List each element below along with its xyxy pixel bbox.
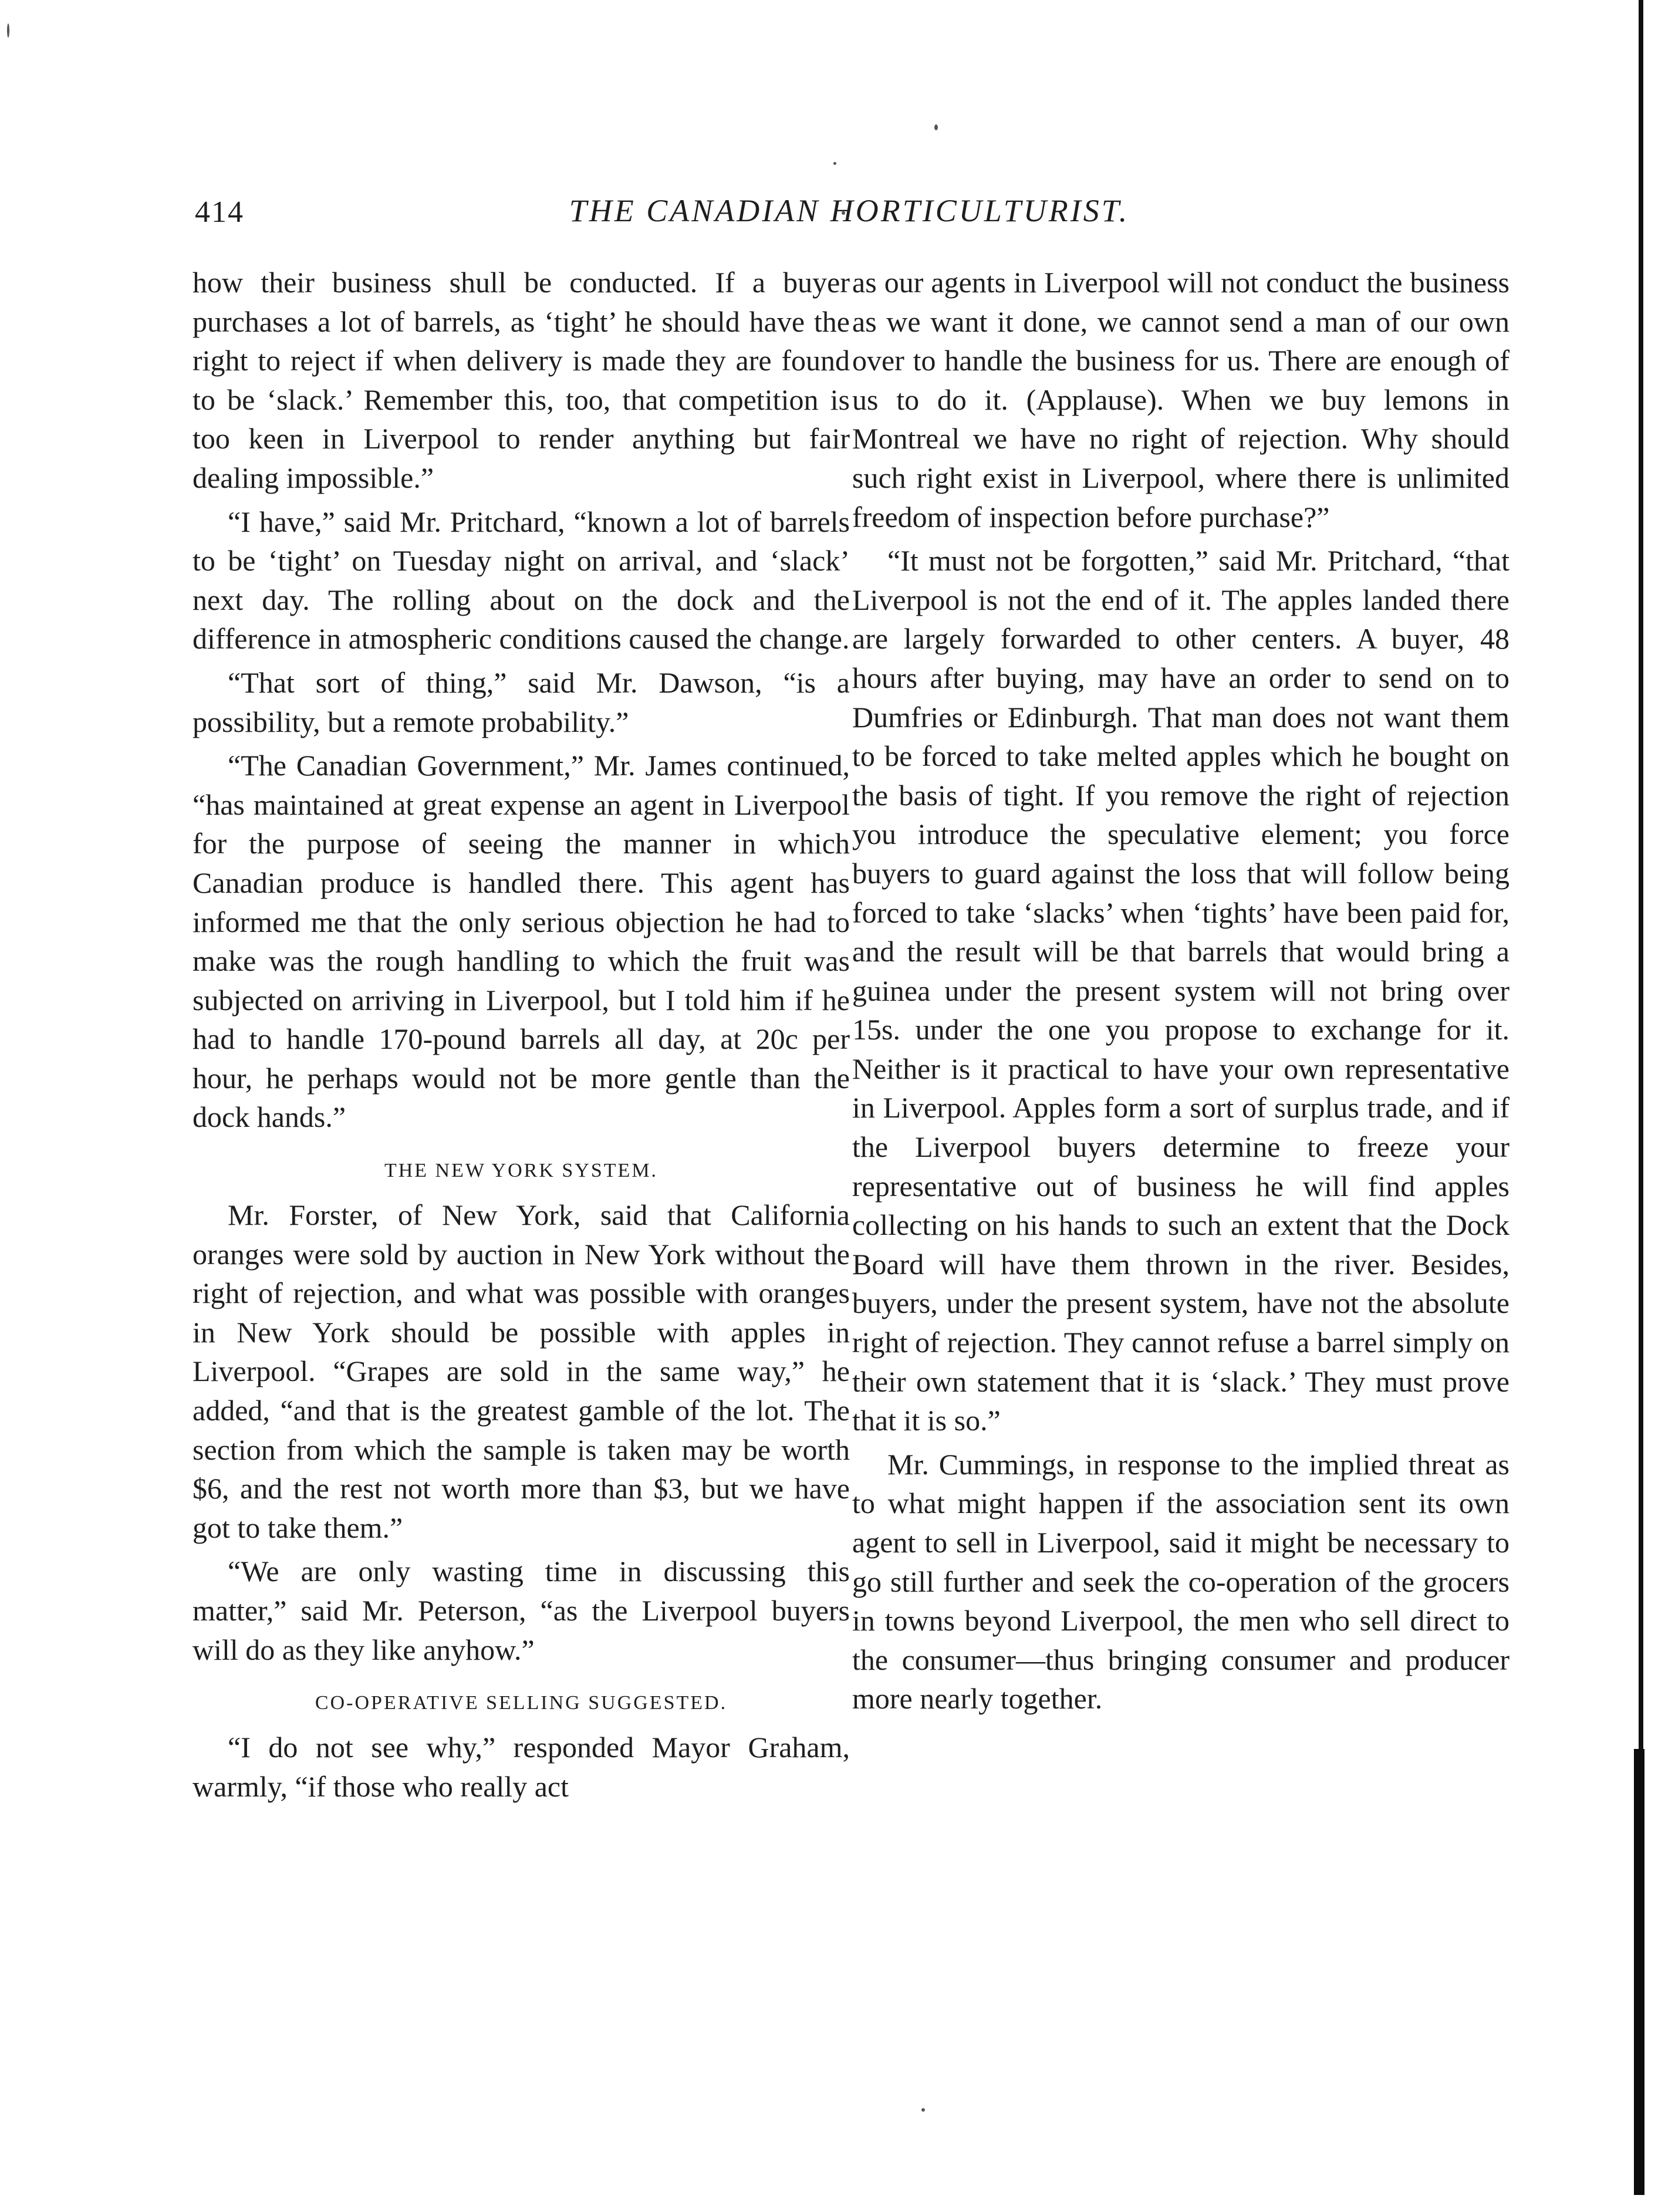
paragraph: “We are only wasting time in discussing this matter,” said Mr. Peterson, “as the Liverpool buyers will do as they like anyhow.” [193, 1555, 850, 1666]
left-column [193, 263, 850, 1811]
specks [934, 124, 938, 130]
section-heading: CO-OPERATIVE SELLING SUGGESTED. [315, 1692, 728, 1714]
paragraph: Mr. Cummings, in response to the implied threat as to what might happen if the association sent its own agent to sell in Liverpool, said it might be necessary to go still further and seek the co-operation of the grocers in towns beyond Liverpool, the men who sell direct to the consumer—thus bringing consumer and producer more nearly together. [852, 1447, 1509, 1715]
paragraph: “It must not be forgotten,” said Mr. Pritchard, “that Liverpool is not the end of it. The apples landed there are largely forwarded to other centers. A buyer, 48 hours after buying, may have an order to send on to Dumfries or Edinburgh. That man does not want them to be forced to take melted apples which he bought on the basis of tight. If you remove the right of rejection you introduce the speculative element; you force buyers to guard against the loss that will follow being forced to take ‘slacks’ when ‘tights’ have been paid for, and the result will be that barrels that would bring a guinea under the present system will not bring over 15s. under the one you propose to exchange for it. Neither is it practical to have your own representative in Liverpool. Apples form a sort of surplus trade, and if the Liverpool buyers determine to freeze your representative out of business he will find apples collecting on his hands to such an extent that the Dock Board will have them thrown in the river. Besides, buyers, under the present system, have not the absolute right of rejection. They cannot refuse a barrel simply on their own statement that it is ‘slack.’ They must prove that it is so.” [852, 544, 1509, 1437]
right-column [852, 263, 1509, 1723]
paragraph: “I do not see why,” responded Mayor Graham, warmly, “if those who really act [193, 1731, 850, 1803]
paragraph: as our agents in Liverpool will not conduct the business as we want it done, we cannot send a man of our own over to handle the business for us. There are enough of us to do it. (Applause). When we buy lemons in Montreal we have no right of rejection. Why should such right exist in Liverpool, where there is unlimited freedom of inspection before purchase?” [852, 266, 1509, 533]
specks [833, 162, 836, 165]
paragraph: Mr. Forster, of New York, said that California oranges were sold by auction in New York without the right of rejection, and what was possible with oranges in New York should be possible with apples in Liverpool. “Grapes are sold in the same way,” he added, “and that is the greatest gamble of the lot. The section from which the sample is taken may be worth $6, and the rest not worth more than $3, but we have got to take them.” [193, 1198, 850, 1544]
section-heading: THE NEW YORK SYSTEM. [384, 1160, 658, 1182]
running-title: THE CANADIAN HORTICULTURIST. [569, 193, 1130, 228]
specks [921, 2108, 925, 2112]
specks [7, 23, 9, 38]
page-number: 414 [195, 195, 244, 229]
scan-edge-mark-lower [1634, 1749, 1644, 2195]
paragraph: “The Canadian Government,” Mr. James continued, “has maintained at great expense an agent in Liverpool for the purpose of seeing the manner in which Canadian produce is handled there. This agent has informed me that the only serious objection he had to make was the rough handling to which the fruit was subjected on arriving in Liverpool, but I told him if he had to handle 170-pound barrels all day, at 20c per hour, he perhaps would not be more gentle than the dock hands.” [193, 749, 850, 1134]
paragraph: “I have,” said Mr. Pritchard, “known a lot of barrels to be ‘tight’ on Tuesday night on arrival, and ‘slack’ next day. The rolling about on the dock and the difference in atmospheric conditions caused the change. [193, 505, 850, 656]
paragraph: how their business shull be conducted. If a buyer purchases a lot of barrels, as ‘tight’ he should have the right to reject if when delivery is made they are found to be ‘slack.’ Remember this, too, that competition is too keen in Liverpool to render anything but fair dealing impossible.” [193, 266, 850, 494]
paragraph: “That sort of thing,” said Mr. Dawson, “is a possibility, but a remote probability.” [193, 666, 850, 738]
